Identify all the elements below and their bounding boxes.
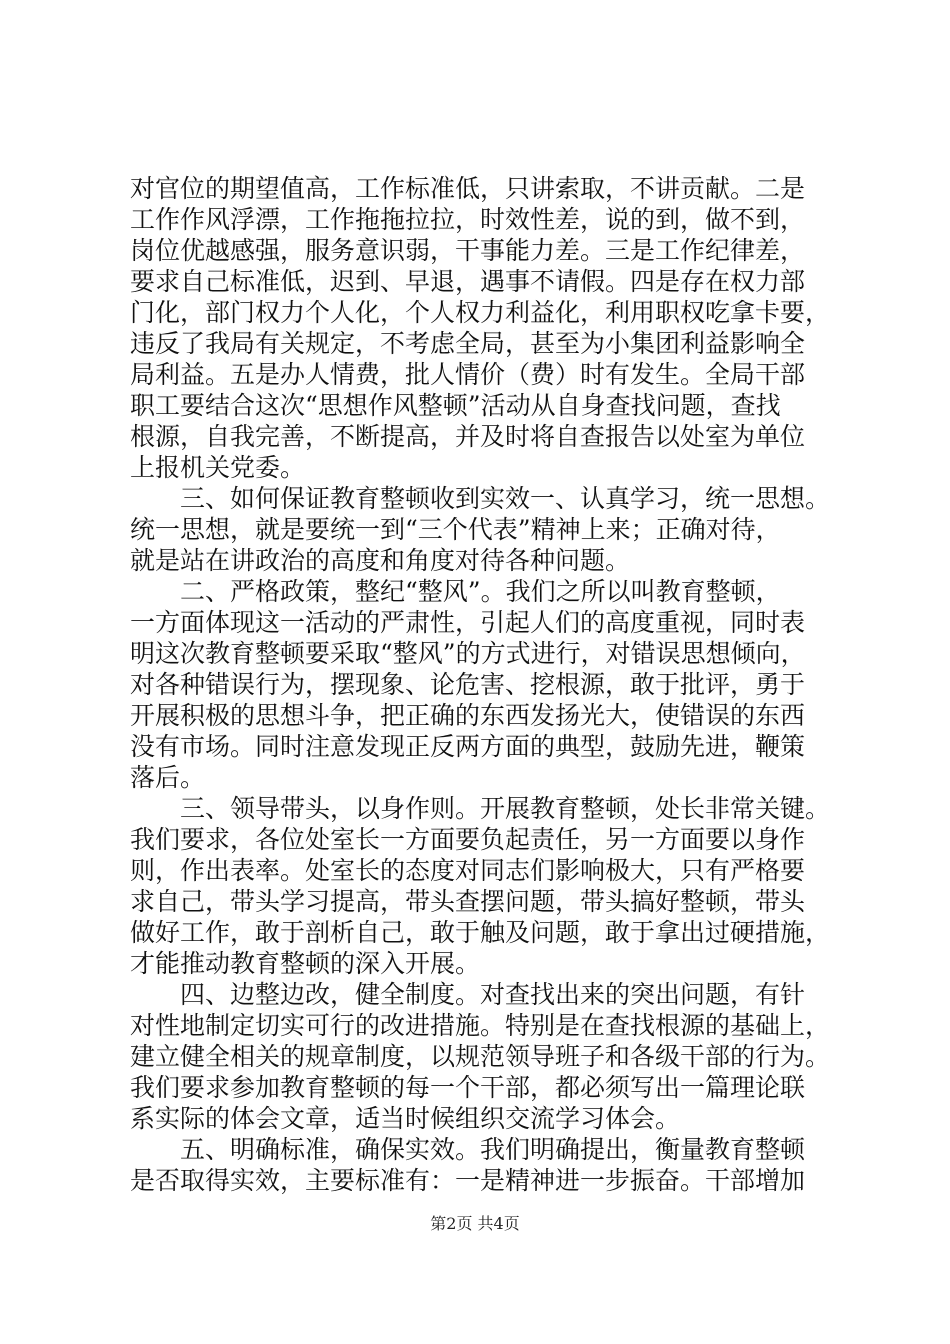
text-line: 做好工作，敢于剖析自己，敢于触及问题，敢于拿出过硬措施，: [130, 918, 831, 947]
document-body: [130, 173, 842, 1196]
page-footer: 第2页 共4页: [430, 1214, 520, 1233]
text-line: 职工要结合这次“思想作风整顿”活动从自身查找问题，查找: [130, 391, 781, 420]
text-line: 明这次教育整顿要采取“整风”的方式进行，对错误思想倾向，: [130, 639, 806, 668]
text-line: 三、如何保证教育整顿收到实效一、认真学习，统一思想。: [130, 484, 831, 513]
text-line: 没有市场。同时注意发现正反两方面的典型，鼓励先进，鞭策: [130, 732, 806, 761]
text-line: 求自己，带头学习提高，带头查摆问题，带头搞好整顿，带头: [130, 887, 806, 916]
text-line: 门化，部门权力个人化，个人权力利益化，利用职权吃拿卡要，: [130, 298, 831, 327]
text-line: 要求自己标准低，迟到、早退，遇事不请假。四是存在权力部: [130, 267, 806, 296]
text-line: 系实际的体会文章，适当时候组织交流学习体会。: [130, 1104, 681, 1133]
text-line: 落后。: [130, 763, 206, 792]
text-line: 建立健全相关的规章制度，以规范领导班子和各级干部的行为。: [130, 1042, 831, 1071]
text-line: 是否取得实效，主要标准有：一是精神进一步振奋。干部增加: [130, 1166, 806, 1195]
text-line: 五、明确标准，确保实效。我们明确提出，衡量教育整顿: [130, 1135, 806, 1164]
text-line: 二、严格政策，整纪“整风”。我们之所以叫教育整顿，: [130, 577, 781, 606]
text-line: 四、边整边改，健全制度。对查找出来的突出问题，有针: [130, 980, 806, 1009]
text-line: 上报机关党委。: [130, 453, 306, 482]
text-line: 对各种错误行为，摆现象、论危害、挖根源，敢于批评，勇于: [130, 670, 806, 699]
text-line: 开展积极的思想斗争，把正确的东西发扬光大，使错误的东西: [130, 701, 806, 730]
text-line: 工作作风浮漂，工作拖拖拉拉，时效性差，说的到，做不到，: [130, 205, 806, 234]
text-line: 才能推动教育整顿的深入开展。: [130, 949, 481, 978]
text-line: 一方面体现这一活动的严肃性，引起人们的高度重视，同时表: [130, 608, 806, 637]
text-line: 我们要求，各位处室长一方面要负起责任，另一方面要以身作: [130, 825, 806, 854]
text-line: 对性地制定切实可行的改进措施。特别是在查找根源的基础上，: [130, 1011, 831, 1040]
text-line: 对官位的期望值高，工作标准低，只讲索取，不讲贡献。二是: [130, 174, 806, 203]
text-line: 我们要求参加教育整顿的每一个干部，都必须写出一篇理论联: [130, 1073, 806, 1102]
text-line: 统一思想，就是要统一到“三个代表”精神上来；正确对待，: [130, 515, 781, 544]
text-line: 就是站在讲政治的高度和角度对待各种问题。: [130, 546, 631, 575]
text-line: 违反了我局有关规定，不考虑全局，甚至为小集团利益影响全: [130, 329, 806, 358]
text-line: 三、领导带头，以身作则。开展教育整顿，处长非常关键。: [130, 794, 831, 823]
text-line: 局利益。五是办人情费，批人情价（费）时有发生。全局干部: [130, 360, 806, 389]
text-line: 则，作出表率。处室长的态度对同志们影响极大，只有严格要: [130, 856, 806, 885]
text-line: 根源，自我完善，不断提高，并及时将自查报告以处室为单位: [130, 422, 806, 451]
text-line: 岗位优越感强，服务意识弱，干事能力差。三是工作纪律差，: [130, 236, 806, 265]
